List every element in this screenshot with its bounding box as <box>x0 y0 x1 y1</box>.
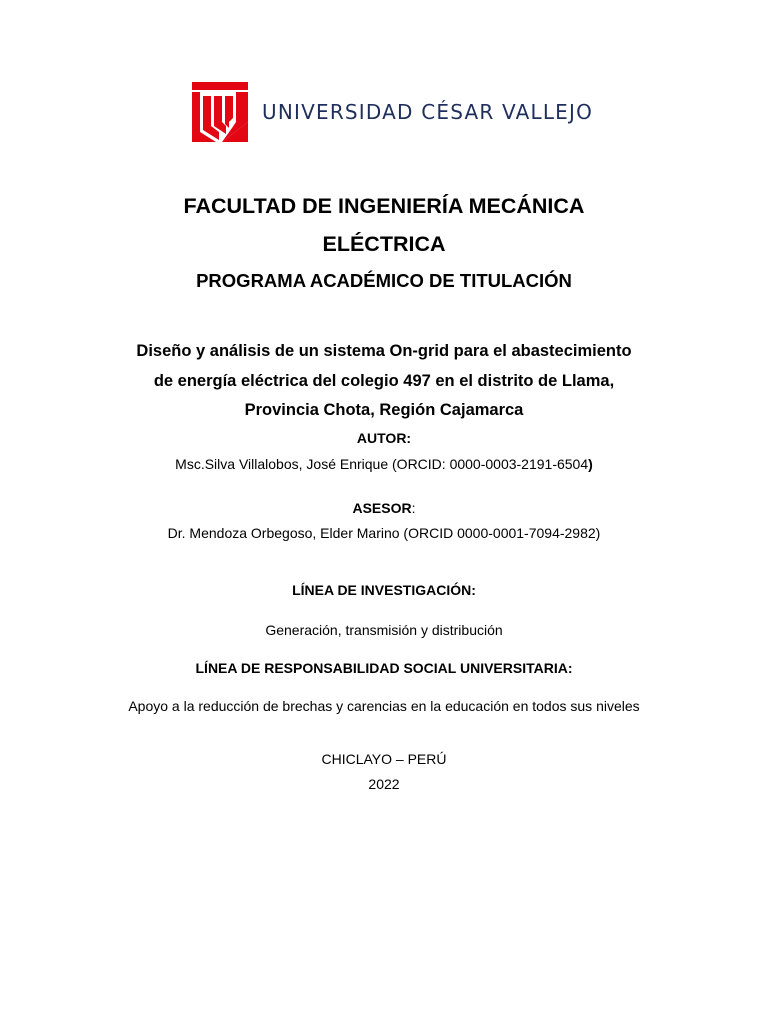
author-label: AUTOR: <box>356 430 412 446</box>
social-responsibility-value: Apoyo a la reducción de brechas y carencias en la educación en todos sus niveles <box>128 698 640 714</box>
university-name: UNIVERSIDAD CÉSAR VALLEJO <box>262 100 594 124</box>
place: CHICLAYO – PERÚ <box>321 751 447 767</box>
thesis-title-line-2: de energía eléctrica del colegio 497 en el distrito de Llama, <box>153 372 615 390</box>
university-shield-icon <box>192 82 248 142</box>
author-line <box>0 456 768 472</box>
author-name: Msc.Silva Villalobos, José Enrique (ORCID: 0000-0003-2191-6504 <box>175 456 589 472</box>
thesis-title-line-3: Provincia Chota, Región Cajamarca <box>244 401 524 419</box>
social-responsibility-label: LÍNEA DE RESPONSABILIDAD SOCIAL UNIVERSITARIA: <box>195 660 573 676</box>
advisor-label: ASESOR <box>352 500 412 516</box>
author-closing-paren: ) <box>588 456 593 472</box>
faculty-title-line-1: FACULTAD DE INGENIERÍA MECÁNICA <box>183 194 585 218</box>
university-logo <box>192 82 602 144</box>
faculty-title-line-2: ELÉCTRICA <box>322 232 446 256</box>
research-line-value: Generación, transmisión y distribución <box>265 622 503 638</box>
thesis-title-line-1: Diseño y análisis de un sistema On-grid para el abastecimiento <box>136 342 632 360</box>
year: 2022 <box>368 776 400 792</box>
program-title: PROGRAMA ACADÉMICO DE TITULACIÓN <box>196 270 572 291</box>
advisor-label-line <box>0 500 768 516</box>
research-line-label: LÍNEA DE INVESTIGACIÓN: <box>292 582 476 598</box>
advisor-label-colon: : <box>411 500 416 516</box>
advisor-name: Dr. Mendoza Orbegoso, Elder Marino (ORCID 0000-0001-7094-2982) <box>167 525 601 541</box>
